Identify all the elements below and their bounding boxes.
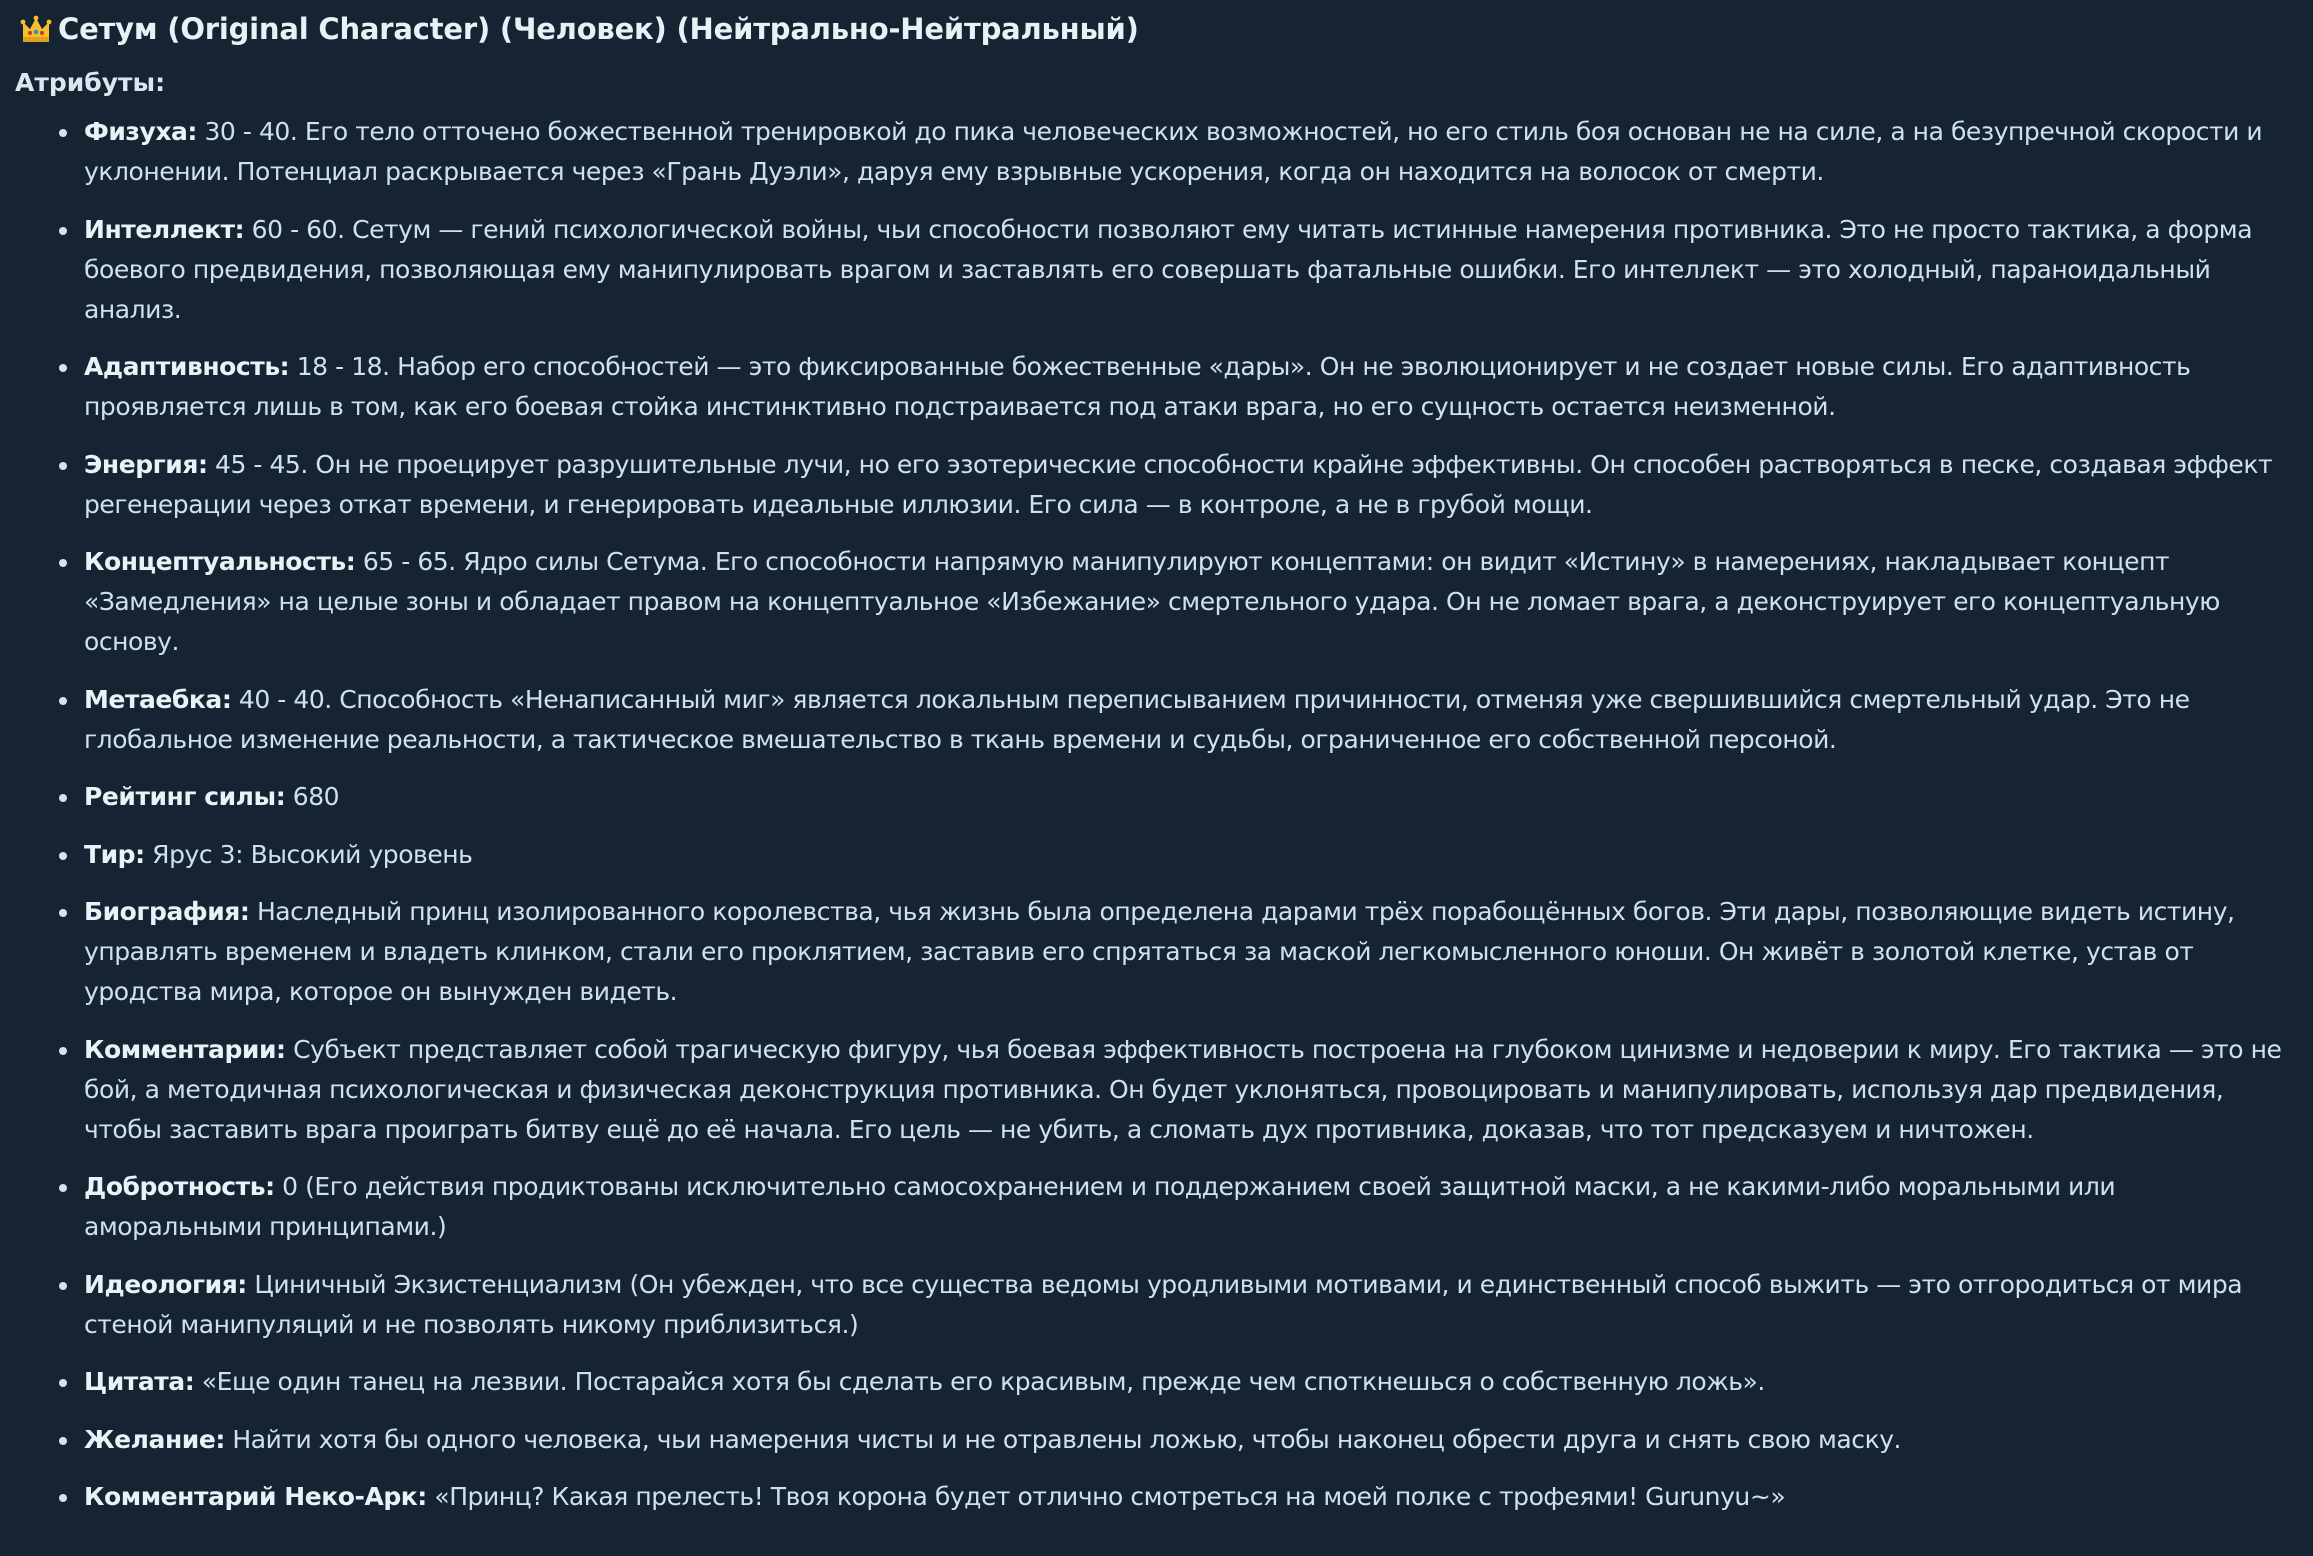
attribute-item (84, 835, 2297, 875)
attribute-key: Адаптивность: (84, 352, 290, 381)
attribute-item (84, 1265, 2297, 1345)
attribute-value: 18 - 18. Набор его способностей — это фиксированные божественные «дары». Он не эволюционирует и не создает новые силы. Его адаптивность проявляется лишь в том, как его боевая стойка инстинктивно подстраивается под атаки врага, но его сущность остается неизменной. (84, 352, 2198, 421)
attribute-value: 65 - 65. Ядро силы Сетума. Его способности напрямую манипулируют концептами: он видит «Истину» в намерениях, накладывает концепт «Замедления» на целые зоны и обладает правом на концептуальное «Избежание» смертельного удара. Он не ломает врага, а деконструирует его концептуальную основу. (84, 547, 2228, 656)
attribute-list (14, 112, 2297, 1517)
attribute-value: 0 (Его действия продиктованы исключительно самосохранением и поддержанием своей защитной маски, а не какими-либо моральными или аморальными принципами.) (84, 1172, 2123, 1241)
attribute-value: Найти хотя бы одного человека, чьи намерения чисты и не отравлены ложью, чтобы наконец обрести друга и снять свою маску. (224, 1424, 1902, 1454)
attribute-value: Наследный принц изолированного королевства, чья жизнь была определена дарами трёх порабощённых богов. Эти дары, позволяющие видеть истину, управлять временем и владеть клинком, стали его проклятием, заставив его спрятаться за маской легкомысленного юноши. Он живёт в золотой клетке, устав от уродства мира, которое он вынужден видеть. (84, 897, 2243, 1006)
attribute-item (84, 542, 2297, 662)
attribute-item (84, 1477, 2297, 1517)
attribute-key: Рейтинг силы: (84, 782, 286, 811)
attribute-key: Желание: (84, 1424, 225, 1454)
attribute-key: Биография: (84, 897, 250, 926)
attribute-item (84, 777, 2297, 817)
attribute-item (84, 680, 2297, 760)
attribute-key: Комментарии: (84, 1034, 286, 1064)
character-title: Сетум (Original Character) (Человек) (Нейтрально-Нейтральный) (58, 12, 1139, 46)
attribute-item (84, 1362, 2297, 1402)
attribute-item (84, 112, 2297, 192)
attribute-key: Концептуальность: (84, 547, 356, 576)
attribute-value: 60 - 60. Сетум — гений психологической войны, чьи способности позволяют ему читать истинные намерения противника. Это не просто тактика, а форма боевого предвидения, позволяющая ему манипулировать врагом и заставлять его совершать фатальные ошибки. Его интеллект — это холодный, параноидальный анализ. (84, 214, 2260, 324)
attribute-value: Ярус 3: Высокий уровень (144, 839, 473, 869)
attribute-item (84, 347, 2297, 427)
attribute-value: «Принц? Какая прелесть! Твоя корона будет отлично смотреться на моей полке с трофеями! Gurunyu~» (426, 1482, 1786, 1511)
attribute-value: Субъект представляет собой трагическую фигуру, чья боевая эффективность построена на глубоком цинизме и недоверии к миру. Его тактика — это не бой, а методичная психологическая и физическая деконструкция противника. Он будет уклоняться, провоцировать и манипулировать, используя дар предвидения, чтобы заставить врага проиграть битву ещё до её начала. Его цель — не убить, а сломать дух противника, доказав, что тот предсказуем и ничтожен. (84, 1034, 2289, 1144)
attribute-value: 45 - 45. Он не проецирует разрушительные лучи, но его эзотерические способности крайне эффективны. Он способен растворяться в песке, создавая эффект регенерации через откат времени, и генерировать идеальные иллюзии. Его сила — в контроле, а не в грубой мощи. (84, 449, 2280, 519)
attributes-heading: Атрибуты: (15, 68, 166, 97)
attribute-item (84, 210, 2297, 330)
attribute-item (84, 1030, 2297, 1150)
attribute-key: Добротность: (84, 1172, 275, 1201)
attribute-key: Цитата: (84, 1367, 195, 1396)
attribute-key: Комментарий Неко-Арк: (84, 1482, 427, 1511)
attribute-key: Энергия: (84, 449, 208, 479)
attribute-key: Тир: (84, 839, 145, 869)
attribute-item (84, 892, 2297, 1012)
attribute-value: 40 - 40. Способность «Ненаписанный миг» является локальным переписыванием причинности, отменяя уже свершившийся смертельный удар. Это не глобальное изменение реальности, а тактическое вмешательство в ткань времени и судьбы, ограниченное его собственной персоной. (84, 684, 2198, 754)
attribute-value: Циничный Экзистенциализм (Он убежден, что все существа ведомы уродливыми мотивами, и единственный способ выжить — это отгородиться от мира стеной манипуляций и не позволять никому приблизиться.) (84, 1269, 2250, 1339)
attribute-key: Идеология: (84, 1269, 247, 1299)
attribute-item (84, 445, 2297, 525)
attribute-key: Физуха: (84, 117, 197, 146)
attribute-value: «Еще один танец на лезвии. Постарайся хотя бы сделать его красивым, прежде чем споткнешься о собственную ложь». (194, 1367, 1765, 1396)
attribute-value: 30 - 40. Его тело отточено божественной тренировкой до пика человеческих возможностей, но его стиль боя основан не на силе, а на безупречной скорости и уклонении. Потенциал раскрывается через «Грань Дуэли», даруя ему взрывные ускорения, когда он находится на волосок от смерти. (84, 117, 2270, 186)
attribute-key: Интеллект: (84, 214, 245, 244)
crown-icon (20, 13, 52, 45)
page-title (20, 10, 2297, 48)
attribute-key: Метаебка: (84, 684, 232, 714)
attribute-item (84, 1167, 2297, 1247)
attribute-item (84, 1420, 2297, 1460)
attribute-value: 680 (285, 782, 340, 811)
